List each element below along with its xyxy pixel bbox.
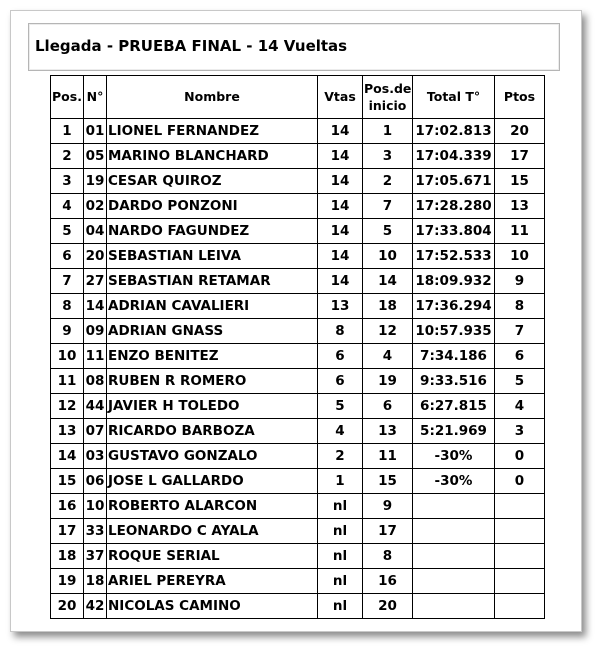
- cell-vtas: 5: [318, 394, 363, 419]
- cell-pos: 15: [51, 469, 84, 494]
- cell-ptos: 11: [495, 219, 545, 244]
- cell-nombre: SEBASTIAN RETAMAR: [107, 269, 318, 294]
- cell-pos-inicio: 16: [363, 569, 413, 594]
- cell-nombre: ROBERTO ALARCON: [107, 494, 318, 519]
- cell-pos-inicio: 13: [363, 419, 413, 444]
- cell-ptos: [495, 519, 545, 544]
- cell-pos-inicio: 20: [363, 594, 413, 619]
- results-table: [50, 75, 545, 619]
- cell-num: 06: [84, 469, 107, 494]
- cell-total: 17:04.339: [413, 144, 495, 169]
- cell-vtas: 14: [318, 244, 363, 269]
- cell-pos-inicio: 8: [363, 544, 413, 569]
- cell-nombre: JOSE L GALLARDO: [107, 469, 318, 494]
- cell-pos-inicio: 2: [363, 169, 413, 194]
- cell-vtas: 14: [318, 269, 363, 294]
- table-row: [51, 444, 545, 469]
- cell-pos-inicio: 4: [363, 344, 413, 369]
- cell-total: [413, 494, 495, 519]
- cell-total: 17:02.813: [413, 119, 495, 144]
- cell-num: 07: [84, 419, 107, 444]
- table-row: [51, 494, 545, 519]
- cell-vtas: nl: [318, 519, 363, 544]
- cell-vtas: nl: [318, 544, 363, 569]
- cell-pos-inicio: 10: [363, 244, 413, 269]
- table-row: [51, 169, 545, 194]
- cell-ptos: 17: [495, 144, 545, 169]
- cell-pos: 19: [51, 569, 84, 594]
- cell-total: 18:09.932: [413, 269, 495, 294]
- header-nombre: Nombre: [107, 76, 318, 119]
- cell-ptos: [495, 544, 545, 569]
- cell-ptos: [495, 569, 545, 594]
- cell-ptos: 0: [495, 444, 545, 469]
- cell-num: 33: [84, 519, 107, 544]
- cell-ptos: 0: [495, 469, 545, 494]
- cell-pos-inicio: 19: [363, 369, 413, 394]
- cell-vtas: 6: [318, 344, 363, 369]
- cell-vtas: 14: [318, 194, 363, 219]
- cell-vtas: nl: [318, 494, 363, 519]
- cell-num: 19: [84, 169, 107, 194]
- cell-total: 9:33.516: [413, 369, 495, 394]
- cell-num: 44: [84, 394, 107, 419]
- cell-total: -30%: [413, 444, 495, 469]
- cell-ptos: [495, 594, 545, 619]
- cell-pos-inicio: 3: [363, 144, 413, 169]
- cell-pos-inicio: 7: [363, 194, 413, 219]
- cell-ptos: 3: [495, 419, 545, 444]
- cell-pos-inicio: 11: [363, 444, 413, 469]
- cell-ptos: 8: [495, 294, 545, 319]
- cell-ptos: 13: [495, 194, 545, 219]
- cell-total: 17:52.533: [413, 244, 495, 269]
- cell-vtas: 14: [318, 169, 363, 194]
- cell-vtas: nl: [318, 569, 363, 594]
- page-title: Llegada - PRUEBA FINAL - 14 Vueltas: [35, 37, 348, 55]
- cell-pos: 13: [51, 419, 84, 444]
- cell-total: [413, 519, 495, 544]
- cell-vtas: 6: [318, 369, 363, 394]
- header-row: [51, 76, 545, 119]
- cell-total: 17:28.280: [413, 194, 495, 219]
- cell-total: 17:05.671: [413, 169, 495, 194]
- cell-pos: 14: [51, 444, 84, 469]
- cell-total: -30%: [413, 469, 495, 494]
- cell-pos: 9: [51, 319, 84, 344]
- cell-pos-inicio: 17: [363, 519, 413, 544]
- cell-pos: 10: [51, 344, 84, 369]
- cell-pos: 11: [51, 369, 84, 394]
- cell-nombre: LIONEL FERNANDEZ: [107, 119, 318, 144]
- cell-nombre: ARIEL PEREYRA: [107, 569, 318, 594]
- table-row: [51, 569, 545, 594]
- cell-num: 04: [84, 219, 107, 244]
- header-pos-inicio: Pos.de inicio: [363, 76, 413, 119]
- cell-vtas: 14: [318, 219, 363, 244]
- cell-nombre: DARDO PONZONI: [107, 194, 318, 219]
- results-sheet: [10, 10, 582, 632]
- cell-nombre: SEBASTIAN LEIVA: [107, 244, 318, 269]
- cell-pos: 6: [51, 244, 84, 269]
- cell-total: [413, 569, 495, 594]
- cell-vtas: 1: [318, 469, 363, 494]
- cell-total: 17:33.804: [413, 219, 495, 244]
- cell-total: 6:27.815: [413, 394, 495, 419]
- cell-pos: 1: [51, 119, 84, 144]
- cell-num: 11: [84, 344, 107, 369]
- cell-nombre: NICOLAS CAMINO: [107, 594, 318, 619]
- cell-num: 10: [84, 494, 107, 519]
- cell-pos: 4: [51, 194, 84, 219]
- cell-nombre: ROQUE SERIAL: [107, 544, 318, 569]
- cell-pos: 3: [51, 169, 84, 194]
- cell-total: [413, 594, 495, 619]
- cell-vtas: 14: [318, 119, 363, 144]
- cell-total: 7:34.186: [413, 344, 495, 369]
- cell-vtas: 14: [318, 144, 363, 169]
- cell-nombre: JAVIER H TOLEDO: [107, 394, 318, 419]
- cell-ptos: 6: [495, 344, 545, 369]
- header-pos: Pos.: [51, 76, 84, 119]
- cell-num: 05: [84, 144, 107, 169]
- cell-vtas: 4: [318, 419, 363, 444]
- cell-num: 20: [84, 244, 107, 269]
- cell-pos-inicio: 6: [363, 394, 413, 419]
- table-row: [51, 219, 545, 244]
- table-row: [51, 344, 545, 369]
- cell-pos: 17: [51, 519, 84, 544]
- cell-pos-inicio: 18: [363, 294, 413, 319]
- table-row: [51, 144, 545, 169]
- cell-pos: 18: [51, 544, 84, 569]
- cell-nombre: MARINO BLANCHARD: [107, 144, 318, 169]
- cell-pos: 7: [51, 269, 84, 294]
- cell-total: 5:21.969: [413, 419, 495, 444]
- cell-num: 08: [84, 369, 107, 394]
- cell-num: 02: [84, 194, 107, 219]
- cell-ptos: [495, 494, 545, 519]
- table-row: [51, 319, 545, 344]
- cell-pos-inicio: 12: [363, 319, 413, 344]
- table-row: [51, 594, 545, 619]
- cell-pos-inicio: 5: [363, 219, 413, 244]
- table-row: [51, 469, 545, 494]
- cell-num: 42: [84, 594, 107, 619]
- table-row: [51, 269, 545, 294]
- cell-vtas: 13: [318, 294, 363, 319]
- title-box: [28, 23, 560, 71]
- cell-nombre: ADRIAN GNASS: [107, 319, 318, 344]
- cell-vtas: 8: [318, 319, 363, 344]
- cell-nombre: GUSTAVO GONZALO: [107, 444, 318, 469]
- cell-ptos: 10: [495, 244, 545, 269]
- cell-nombre: RICARDO BARBOZA: [107, 419, 318, 444]
- cell-num: 37: [84, 544, 107, 569]
- header-num: N°: [84, 76, 107, 119]
- cell-vtas: nl: [318, 594, 363, 619]
- cell-total: [413, 544, 495, 569]
- table-row: [51, 519, 545, 544]
- cell-pos-inicio: 9: [363, 494, 413, 519]
- cell-vtas: 2: [318, 444, 363, 469]
- table-row: [51, 419, 545, 444]
- cell-num: 03: [84, 444, 107, 469]
- cell-pos: 8: [51, 294, 84, 319]
- table-row: [51, 369, 545, 394]
- table-row: [51, 194, 545, 219]
- cell-ptos: 5: [495, 369, 545, 394]
- cell-pos: 5: [51, 219, 84, 244]
- cell-ptos: 15: [495, 169, 545, 194]
- cell-total: 17:36.294: [413, 294, 495, 319]
- cell-num: 18: [84, 569, 107, 594]
- cell-pos-inicio: 15: [363, 469, 413, 494]
- cell-nombre: CESAR QUIROZ: [107, 169, 318, 194]
- header-vtas: Vtas: [318, 76, 363, 119]
- cell-num: 01: [84, 119, 107, 144]
- cell-num: 14: [84, 294, 107, 319]
- cell-ptos: 9: [495, 269, 545, 294]
- cell-ptos: 7: [495, 319, 545, 344]
- cell-nombre: RUBEN R ROMERO: [107, 369, 318, 394]
- results-body: [51, 119, 545, 619]
- table-row: [51, 544, 545, 569]
- cell-pos-inicio: 14: [363, 269, 413, 294]
- cell-ptos: 20: [495, 119, 545, 144]
- cell-pos: 20: [51, 594, 84, 619]
- cell-pos: 2: [51, 144, 84, 169]
- table-row: [51, 394, 545, 419]
- cell-num: 09: [84, 319, 107, 344]
- cell-pos-inicio: 1: [363, 119, 413, 144]
- header-total: Total T°: [413, 76, 495, 119]
- cell-pos: 12: [51, 394, 84, 419]
- cell-nombre: ENZO BENITEZ: [107, 344, 318, 369]
- header-ptos: Ptos: [495, 76, 545, 119]
- cell-pos: 16: [51, 494, 84, 519]
- cell-nombre: LEONARDO C AYALA: [107, 519, 318, 544]
- cell-nombre: NARDO FAGUNDEZ: [107, 219, 318, 244]
- cell-nombre: ADRIAN CAVALIERI: [107, 294, 318, 319]
- table-row: [51, 294, 545, 319]
- cell-ptos: 4: [495, 394, 545, 419]
- table-row: [51, 244, 545, 269]
- table-row: [51, 119, 545, 144]
- cell-total: 10:57.935: [413, 319, 495, 344]
- cell-num: 27: [84, 269, 107, 294]
